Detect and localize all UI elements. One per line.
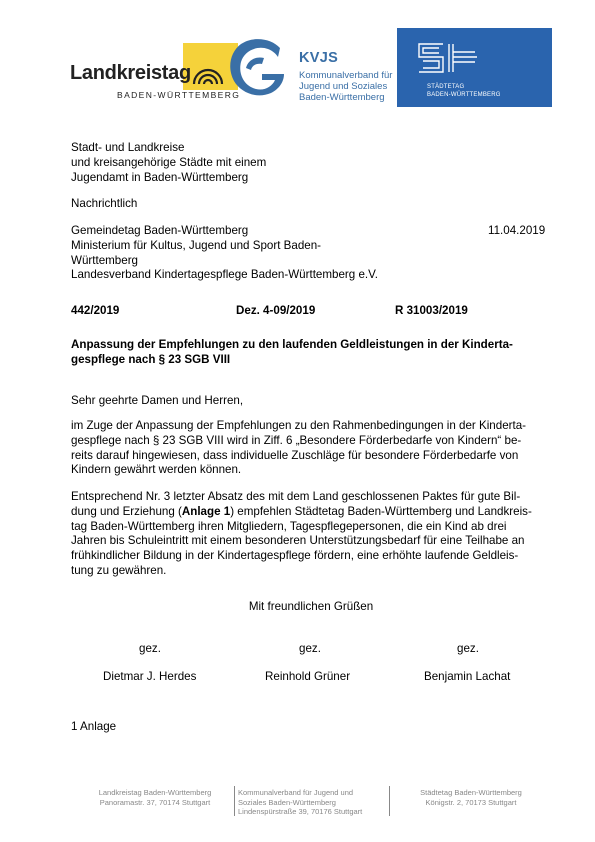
- signature-gez-3: gez.: [457, 642, 479, 655]
- footer-divider: [389, 786, 390, 816]
- ref-dez: Dez. 4-09/2019: [236, 304, 316, 317]
- staedtetag-wordmark: STÄDTETAG BADEN-WÜRTTEMBERG: [427, 84, 501, 98]
- footer-divider: [234, 786, 235, 816]
- ref-r: R 31003/2019: [395, 304, 468, 317]
- anlage-reference: Anlage 1: [181, 504, 231, 518]
- closing: Mit freundlichen Grüßen: [248, 600, 374, 613]
- footer-staedtetag: Städtetag Baden-Württemberg Königstr. 2, 70173 Stuttgart: [420, 788, 522, 807]
- signature-gez-2: gez.: [299, 642, 321, 655]
- landkreistag-wordmark: Landkreistag: [70, 62, 191, 84]
- nachrichtlich-label: Nachrichtlich: [71, 197, 138, 210]
- signature-gez-1: gez.: [139, 642, 161, 655]
- paragraph-2: Entsprechend Nr. 3 letzter Absatz des mit dem Land geschlossenen Paktes für gute Bil- dung und Erziehung (Anlage 1) empfehlen Städtetag Baden-Württemberg und Landkreis- tag Baden-Württemberg ihren Mitgliedern, Tagespflegepersonen, die ein Kind ab drei Jahren bis Schuleintritt mit einem besonderen Unterstützungsbedarf für eine Teilhabe an frühkindlicher Bildung in der Kindertagespflege fördern, eine erhöhte laufende Geldleis- tung zu gewähren.: [71, 490, 532, 577]
- landkreistag-subtitle: BADEN-WÜRTTEMBERG: [117, 90, 241, 100]
- recipient-address: Stadt- und Landkreise und kreisangehörige Städte mit einem Jugendamt in Baden-Württemberg: [71, 141, 267, 184]
- signatory-name-1: Dietmar J. Herdes: [103, 670, 197, 683]
- attachments-note: 1 Anlage: [71, 720, 117, 733]
- footer-landkreistag: Landkreistag Baden-Württemberg Panoramastr. 37, 70174 Stuttgart: [98, 788, 212, 807]
- kvjs-subtitle: Kommunalverband für Jugend und Soziales Baden-Württemberg: [299, 70, 393, 103]
- kvjs-swirl-icon: [226, 34, 288, 100]
- subject: Anpassung der Empfehlungen zu den laufenden Geldleistungen in der Kinderta- gespflege nach § 23 SGB VIII: [71, 338, 513, 366]
- staedtetag-emblem-icon: [415, 40, 479, 80]
- cc-recipients: Gemeindetag Baden-Württemberg Ministerium für Kultus, Jugend und Sport Baden- Württemberg Landesverband Kindertagespflege Baden-Württemberg e.V.: [71, 224, 379, 282]
- ref-number: 442/2019: [71, 304, 120, 317]
- signatory-name-2: Reinhold Grüner: [265, 670, 351, 683]
- signatory-name-3: Benjamin Lachat: [424, 670, 511, 683]
- kvjs-title: KVJS: [299, 50, 339, 66]
- letter-date: 11.04.2019: [488, 224, 546, 237]
- staedtetag-logo: [397, 28, 552, 107]
- paragraph-1: im Zuge der Anpassung der Empfehlungen zu den Rahmenbedingungen in der Kinderta- gespflege nach § 23 SGB VIII wird in Ziff. 6 „Besondere Förderbedarfe von Kindern“ be- reits darauf hingewiesen, dass individuelle Zuschläge für besondere Förderbedarfe von Kindern gewährt werden können.: [71, 419, 527, 477]
- footer-kvjs: Kommunalverband für Jugend und Soziales Baden-Württemberg Lindenspürstraße 39, 70176 Stuttgart: [238, 788, 363, 817]
- salutation: Sehr geehrte Damen und Herren,: [71, 394, 244, 407]
